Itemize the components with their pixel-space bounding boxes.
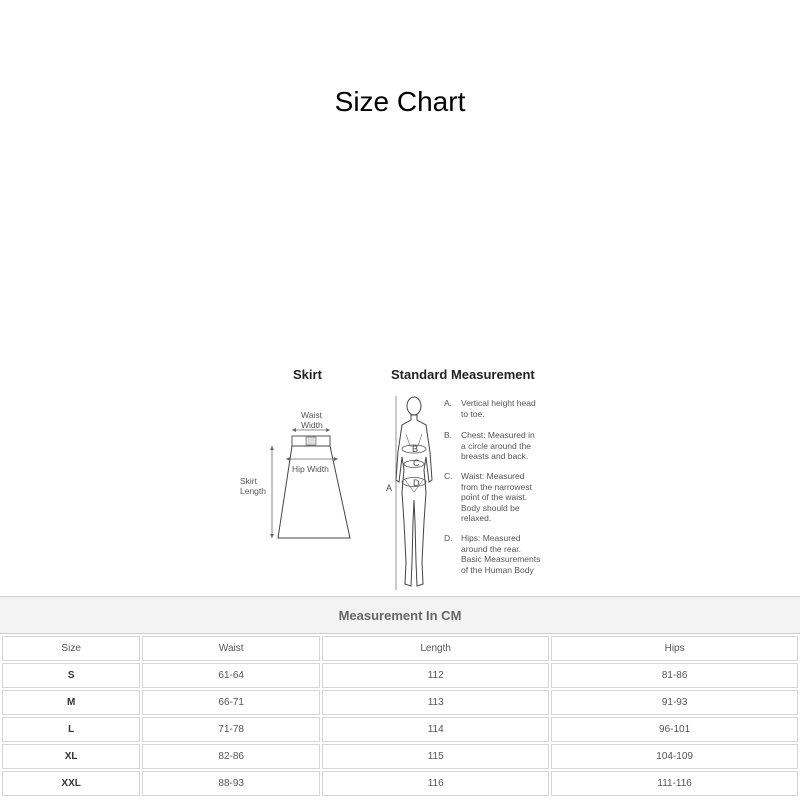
size-cell: M [2, 690, 140, 715]
note-c: C. Waist: Measured from the narrowest point of the waist. Body should be relaxed. [444, 471, 532, 523]
waist-cell: 61-64 [142, 663, 320, 688]
table-row [2, 663, 798, 688]
length-cell: 116 [322, 771, 549, 796]
size-table [0, 634, 800, 798]
letter-c: C [413, 458, 420, 468]
length-cell: 114 [322, 717, 549, 742]
measurement-diagram [230, 362, 570, 594]
table-row [2, 717, 798, 742]
table-row [2, 744, 798, 769]
size-table-section [0, 596, 800, 800]
letter-b: B [412, 444, 419, 454]
page-title: Size Chart [334, 86, 466, 117]
size-cell: XL [2, 744, 140, 769]
waist-cell: 82-86 [142, 744, 320, 769]
table-row [2, 690, 798, 715]
note-d: D. Hips: Measured around the rear. Basic Measurements of the Human Body [444, 533, 541, 575]
header-hips: Hips [551, 636, 798, 661]
length-cell: 113 [322, 690, 549, 715]
waist-cell: 88-93 [142, 771, 320, 796]
hips-cell: 104-109 [551, 744, 798, 769]
header-size: Size [2, 636, 140, 661]
size-cell: S [2, 663, 140, 688]
waist-cell: 71-78 [142, 717, 320, 742]
skirt-heading: Skirt [293, 367, 322, 382]
letter-d: D [413, 478, 420, 488]
size-cell: XXL [2, 771, 140, 796]
size-cell: L [2, 717, 140, 742]
hips-cell: 111-116 [551, 771, 798, 796]
hip-width-label: Hip Width [292, 464, 329, 474]
note-a: A. Vertical height head to toe. [444, 398, 536, 419]
hips-cell: 96-101 [551, 717, 798, 742]
table-title: Measurement In CM [0, 596, 800, 634]
note-b: B. Chest: Measured in a circle around the breasts and back. [444, 430, 535, 461]
table-header-row [2, 636, 798, 661]
length-cell: 112 [322, 663, 549, 688]
table-row [2, 771, 798, 796]
waist-cell: 66-71 [142, 690, 320, 715]
length-cell: 115 [322, 744, 549, 769]
standard-measurement-heading: Standard Measurement [391, 367, 535, 382]
hips-cell: 81-86 [551, 663, 798, 688]
waist-width-label: Waist Width [301, 410, 323, 430]
hips-cell: 91-93 [551, 690, 798, 715]
skirt-length-label: Skirt Length [240, 476, 266, 496]
letter-a: A [386, 483, 393, 493]
header-waist: Waist [142, 636, 320, 661]
header-length: Length [322, 636, 549, 661]
